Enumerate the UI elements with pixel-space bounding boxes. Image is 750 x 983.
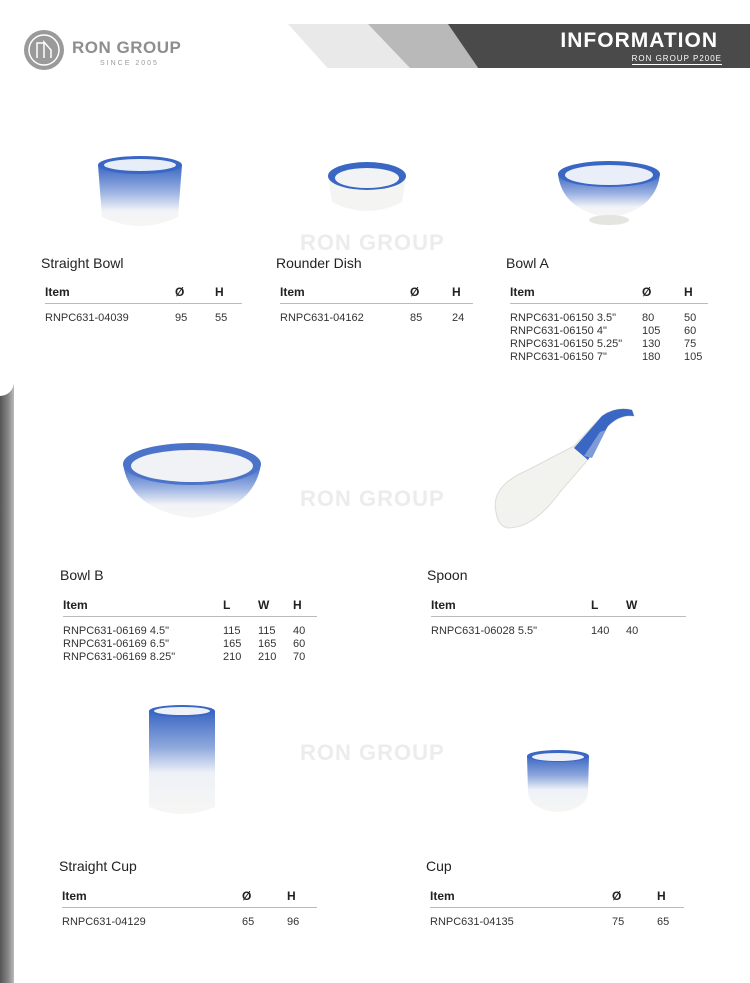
- rounder-dish-image: [326, 158, 408, 216]
- brand-since: SINCE 2005: [100, 60, 159, 67]
- watermark: RON GROUP: [300, 486, 445, 511]
- spec-table: Item Ø H RNPC631-06150 3.5" 80 50 RNPC631-06150 4" 105 60 RNPC631-06150 5.25" 130 75 RNPC631-06150 7" 180 105: [510, 285, 708, 364]
- product-name: Bowl B: [60, 567, 104, 583]
- product-name: Cup: [426, 858, 452, 874]
- spec-table: Item Ø H RNPC631-04135 75 65: [430, 889, 684, 929]
- brand-logo: [24, 30, 64, 70]
- product-name: Bowl A: [506, 255, 549, 271]
- product-name: Rounder Dish: [276, 255, 362, 271]
- bowl-a-image: [556, 158, 662, 230]
- spec-table: Item Ø H RNPC631-04039 95 55: [45, 285, 242, 325]
- spec-table: Item Ø H RNPC631-04129 65 96: [62, 889, 317, 929]
- straight-bowl-image: [95, 155, 185, 233]
- product-name: Straight Cup: [59, 858, 137, 874]
- bowl-b-image: [120, 440, 264, 524]
- brand-name: RON GROUP: [72, 38, 182, 57]
- product-name: Spoon: [427, 567, 468, 583]
- logo-mark-icon: [24, 30, 64, 70]
- spec-table: Item Ø H RNPC631-04162 85 24: [280, 285, 473, 325]
- left-accent-bar: [0, 376, 14, 983]
- product-name: Straight Bowl: [41, 255, 124, 271]
- spec-table: Item L W RNPC631-06028 5.5" 140 40: [431, 598, 686, 638]
- spoon-image: [488, 404, 638, 536]
- watermark: RON GROUP: [300, 740, 445, 765]
- straight-cup-image: [146, 703, 218, 819]
- cup-image: [524, 748, 592, 818]
- spec-table: Item L W H RNPC631-06169 4.5" 115 115 40 RNPC631-06169 6.5" 165 165 60 RNPC631-06169 8.25" 210 210 70: [63, 598, 317, 664]
- page-title: INFORMATION: [560, 29, 718, 52]
- watermark: RON GROUP: [300, 230, 445, 255]
- page-subtitle: RON GROUP P200E: [631, 54, 722, 63]
